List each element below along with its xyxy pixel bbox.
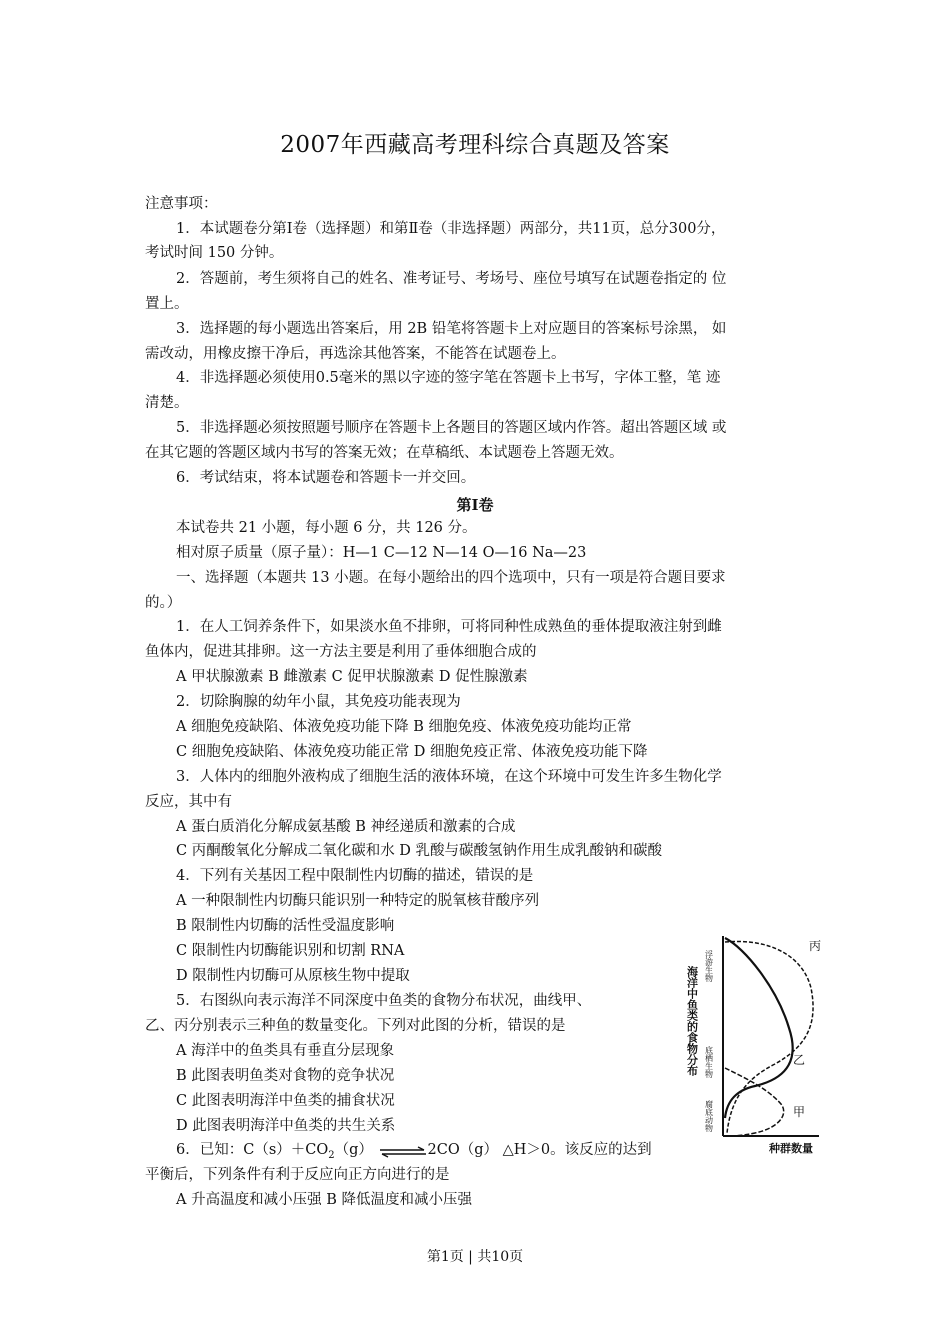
curve-label-yi: 乙: [793, 1053, 806, 1067]
equilibrium-arrow-icon: [378, 1144, 428, 1156]
question-line: 4．下列有关基因工程中限制性内切酶的描述，错误的是: [176, 868, 534, 884]
fish-distribution-figure: [685, 928, 825, 1158]
option-line: A 海洋中的鱼类具有垂直分层现象: [176, 1043, 395, 1059]
option-line: D 限制性内切酶可从原核生物中提取: [176, 968, 410, 984]
depth-label-bottom: 腐底动物: [704, 1100, 714, 1132]
option-line: C 丙酮酸氧化分解成二氧化碳和水 D 乳酸与碳酸氢钠作用生成乳酸钠和碳酸: [176, 843, 663, 859]
notice-line: 5．非选择题必须按照题号顺序在答题卡上各题目的答题区域内作答。超出答题区域 或: [176, 420, 727, 436]
option-line: A 升高温度和减小压强 B 降低温度和减小压强: [176, 1192, 472, 1208]
notice-line: 置上。: [145, 296, 189, 312]
curve-label-jia: 甲: [793, 1105, 806, 1119]
option-line: B 此图表明鱼类对食物的竞争状况: [176, 1068, 395, 1084]
curve-label-bing: 丙: [809, 939, 822, 953]
q6-mid: （g）: [334, 1142, 373, 1158]
q6-suffix: △H＞0。该反应的达到: [498, 1142, 652, 1158]
option-line: B 限制性内切酶的活性受温度影响: [176, 918, 395, 934]
question-line: 2．切除胸腺的幼年小鼠，其免疫功能表现为: [176, 694, 461, 710]
section-title: 第Ⅰ卷: [456, 496, 494, 514]
notice-line: 考试时间 150 分钟。: [145, 245, 284, 261]
page-title: 2007年西藏高考理科综合真题及答案: [280, 132, 670, 158]
figure-x-label: 种群数量: [769, 1142, 813, 1155]
notice-line: 4．非选择题必须使用0.5毫米的黑以字迹的签字笔在答题卡上书写，字体工整，笔 迹: [176, 370, 721, 386]
option-line: C 细胞免疫缺陷、体液免疫功能正常 D 细胞免疫正常、体液免疫功能下降: [176, 744, 648, 760]
notice-line: 在其它题的答题区域内书写的答案无效；在草稿纸、本试题卷上答题无效。: [145, 445, 624, 461]
question-line: 反应，其中有: [145, 794, 232, 810]
depth-label-plankton: 浮游生物: [704, 950, 714, 982]
question-line: 乙、丙分别表示三种鱼的数量变化。下列对此图的分析，错误的是: [145, 1018, 566, 1034]
question-line: 鱼体内，促进其排卵。这一方法主要是利用了垂体细胞合成的: [145, 644, 537, 660]
figure-y-label: 海洋中鱼类的食物分布: [685, 966, 699, 1076]
option-line: A 甲状腺激素 B 雌激素 C 促甲状腺激素 D 促性腺激素: [176, 669, 528, 685]
option-line: A 一种限制性内切酶只能识别一种特定的脱氧核苷酸序列: [176, 893, 540, 909]
q6-prefix: 6．已知：C（s）＋CO: [176, 1142, 329, 1158]
question-line: 平衡后，下列条件有利于反应向正方向进行的是: [145, 1167, 450, 1183]
intro-line: 相对原子质量（原子量）：H—1 C—12 N—14 O—16 Na—23: [176, 545, 587, 561]
option-line: C 此图表明海洋中鱼类的捕食状况: [176, 1093, 395, 1109]
intro-line: 的。）: [145, 595, 182, 611]
notice-line: 2．答题前，考生须将自己的姓名、准考证号、考场号、座位号填写在试题卷指定的 位: [176, 271, 727, 287]
notice-heading: 注意事项：: [145, 196, 218, 212]
curve-yi: [725, 938, 793, 1118]
option-line: C 限制性内切酶能识别和切割 RNA: [176, 943, 405, 959]
notice-line: 1．本试题卷分第Ⅰ卷（选择题）和第Ⅱ卷（非选择题）两部分，共11页，总分300分，: [176, 221, 726, 237]
notice-line: 3．选择题的每小题选出答案后，用 2B 铅笔将答题卡上对应题目的答案标号涂黑， 如: [176, 321, 727, 337]
intro-line: 一、选择题（本题共 13 小题。在每小题给出的四个选项中，只有一项是符合题目要求: [176, 570, 726, 586]
intro-line: 本试卷共 21 小题，每小题 6 分，共 126 分。: [176, 520, 477, 536]
option-line: A 细胞免疫缺陷、体液免疫功能下降 B 细胞免疫、体液免疫功能均正常: [176, 719, 632, 735]
question-line: 5．右图纵向表示海洋不同深度中鱼类的食物分布状况，曲线甲、: [176, 993, 592, 1009]
question-line: 3．人体内的细胞外液构成了细胞生活的液体环境，在这个环境中可发生许多生物化学: [176, 769, 722, 785]
notice-line: 清楚。: [145, 395, 189, 411]
notice-line: 需改动，用橡皮擦干净后，再选涂其他答案，不能答在试题卷上。: [145, 346, 566, 362]
q6-product: 2CO（g）: [427, 1142, 499, 1158]
notice-line: 6．考试结束，将本试题卷和答题卡一并交回。: [176, 470, 476, 486]
page-footer: 第1页 | 共10页: [426, 1249, 524, 1265]
option-line: D 此图表明海洋中鱼类的共生关系: [176, 1118, 396, 1134]
question-6-line: [176, 1140, 652, 1166]
q6-subscript: 2: [328, 1149, 335, 1161]
option-line: A 蛋白质消化分解成氨基酸 B 神经递质和激素的合成: [176, 819, 516, 835]
depth-label-benthic: 底栖生物: [704, 1046, 714, 1078]
question-line: 1．在人工饲养条件下，如果淡水鱼不排卵，可将同种性成熟鱼的垂体提取液注射到雌: [176, 619, 722, 635]
